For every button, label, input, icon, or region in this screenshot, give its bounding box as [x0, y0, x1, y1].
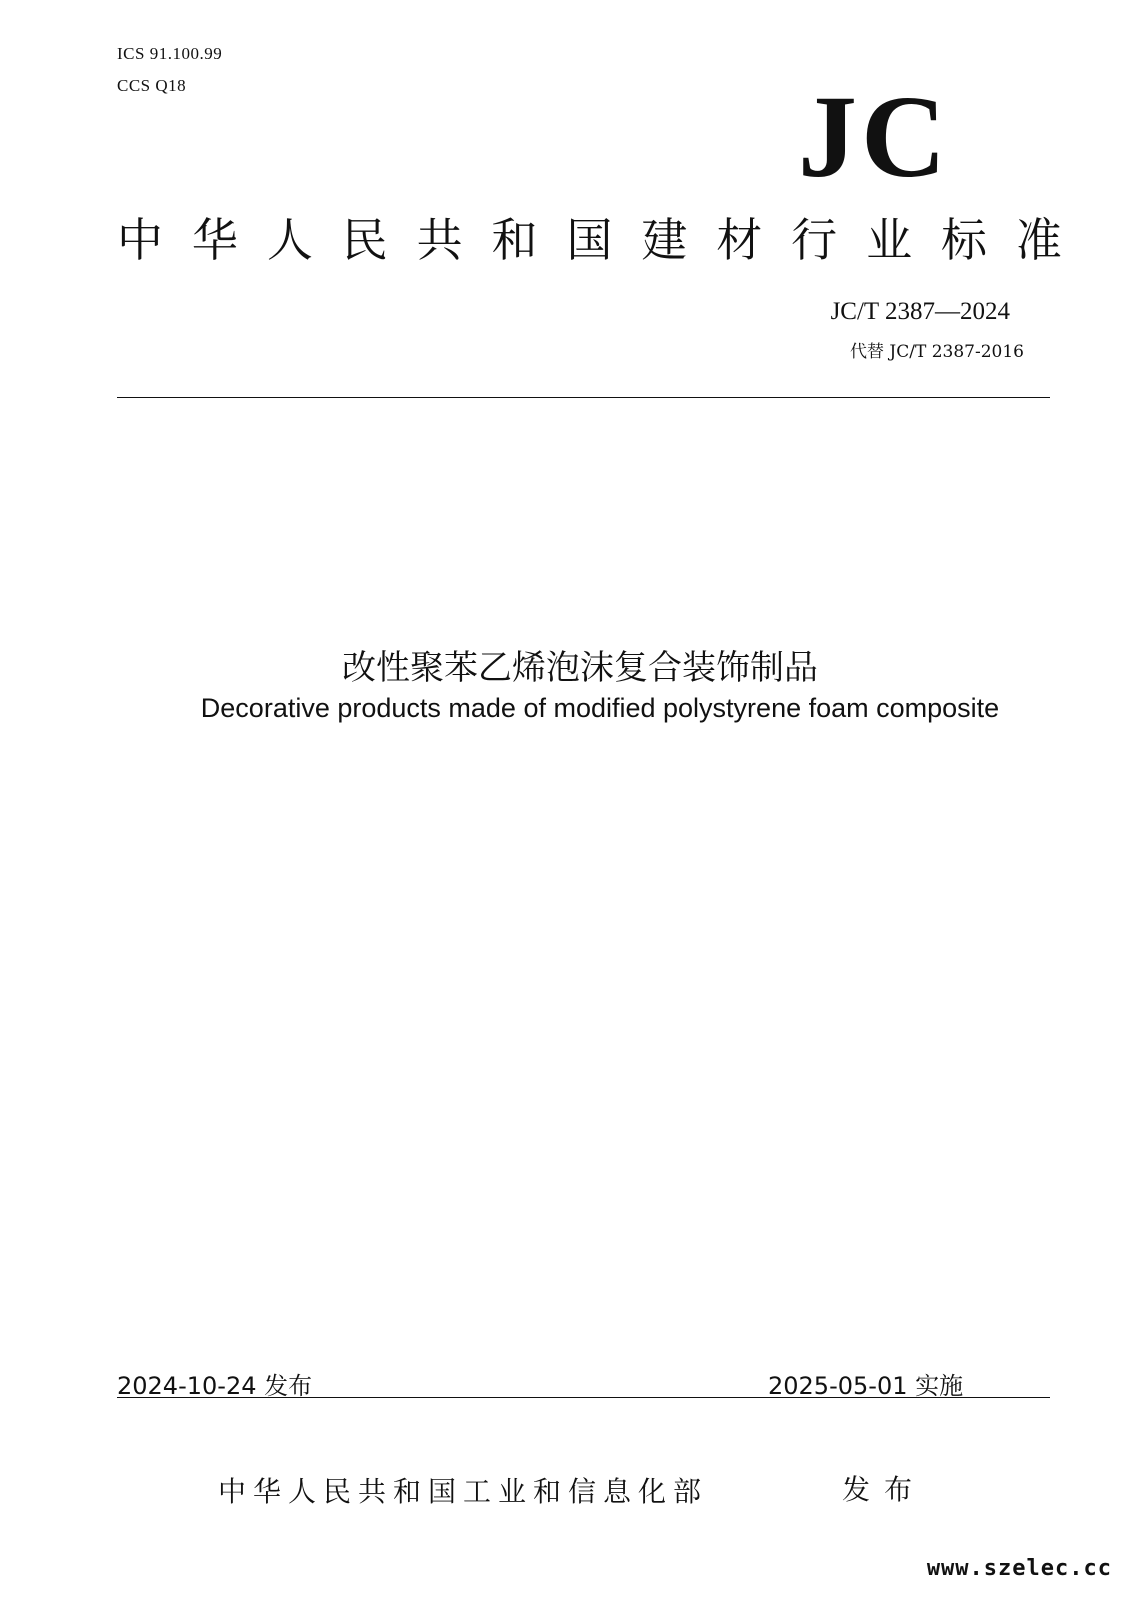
title-char: 标	[940, 213, 987, 267]
ccs-code: CCS Q18	[117, 76, 187, 95]
title-char: 国	[566, 213, 613, 267]
watermark: www.szelec.cc	[926, 1556, 1112, 1581]
document-title-chinese: 改性聚苯乙烯泡沫复合装饰制品	[342, 648, 818, 688]
header-divider	[117, 397, 1050, 398]
title-char: 和	[491, 213, 538, 267]
title-char: 民	[341, 213, 388, 267]
title-char: 行	[791, 213, 838, 267]
title-char: 人	[266, 213, 313, 267]
title-char: 准	[1015, 213, 1062, 267]
industry-standard-title	[117, 210, 1062, 270]
standard-number: JC/T 2387—2024	[830, 298, 1010, 325]
ics-code: ICS 91.100.99	[117, 44, 223, 63]
jc-logo: JC	[798, 71, 951, 202]
replaces-standard: 代替 JC/T 2387-2016	[850, 342, 1024, 362]
title-char: 材	[716, 213, 763, 267]
date-divider	[117, 1397, 1050, 1398]
issue-date: 2024-10-24 发布	[117, 1372, 313, 1400]
title-char: 中	[117, 213, 163, 267]
title-char: 华	[191, 213, 238, 267]
title-char: 建	[641, 213, 688, 267]
publish-label: 发布	[842, 1473, 927, 1506]
title-char: 共	[416, 213, 463, 267]
implementation-date: 2025-05-01 实施	[768, 1372, 964, 1400]
publisher-name: 中华人民共和国工业和信息化部	[218, 1475, 709, 1508]
title-char: 业	[866, 213, 913, 267]
document-title-english: Decorative products made of modified polystyrene foam composite	[200, 693, 1000, 723]
